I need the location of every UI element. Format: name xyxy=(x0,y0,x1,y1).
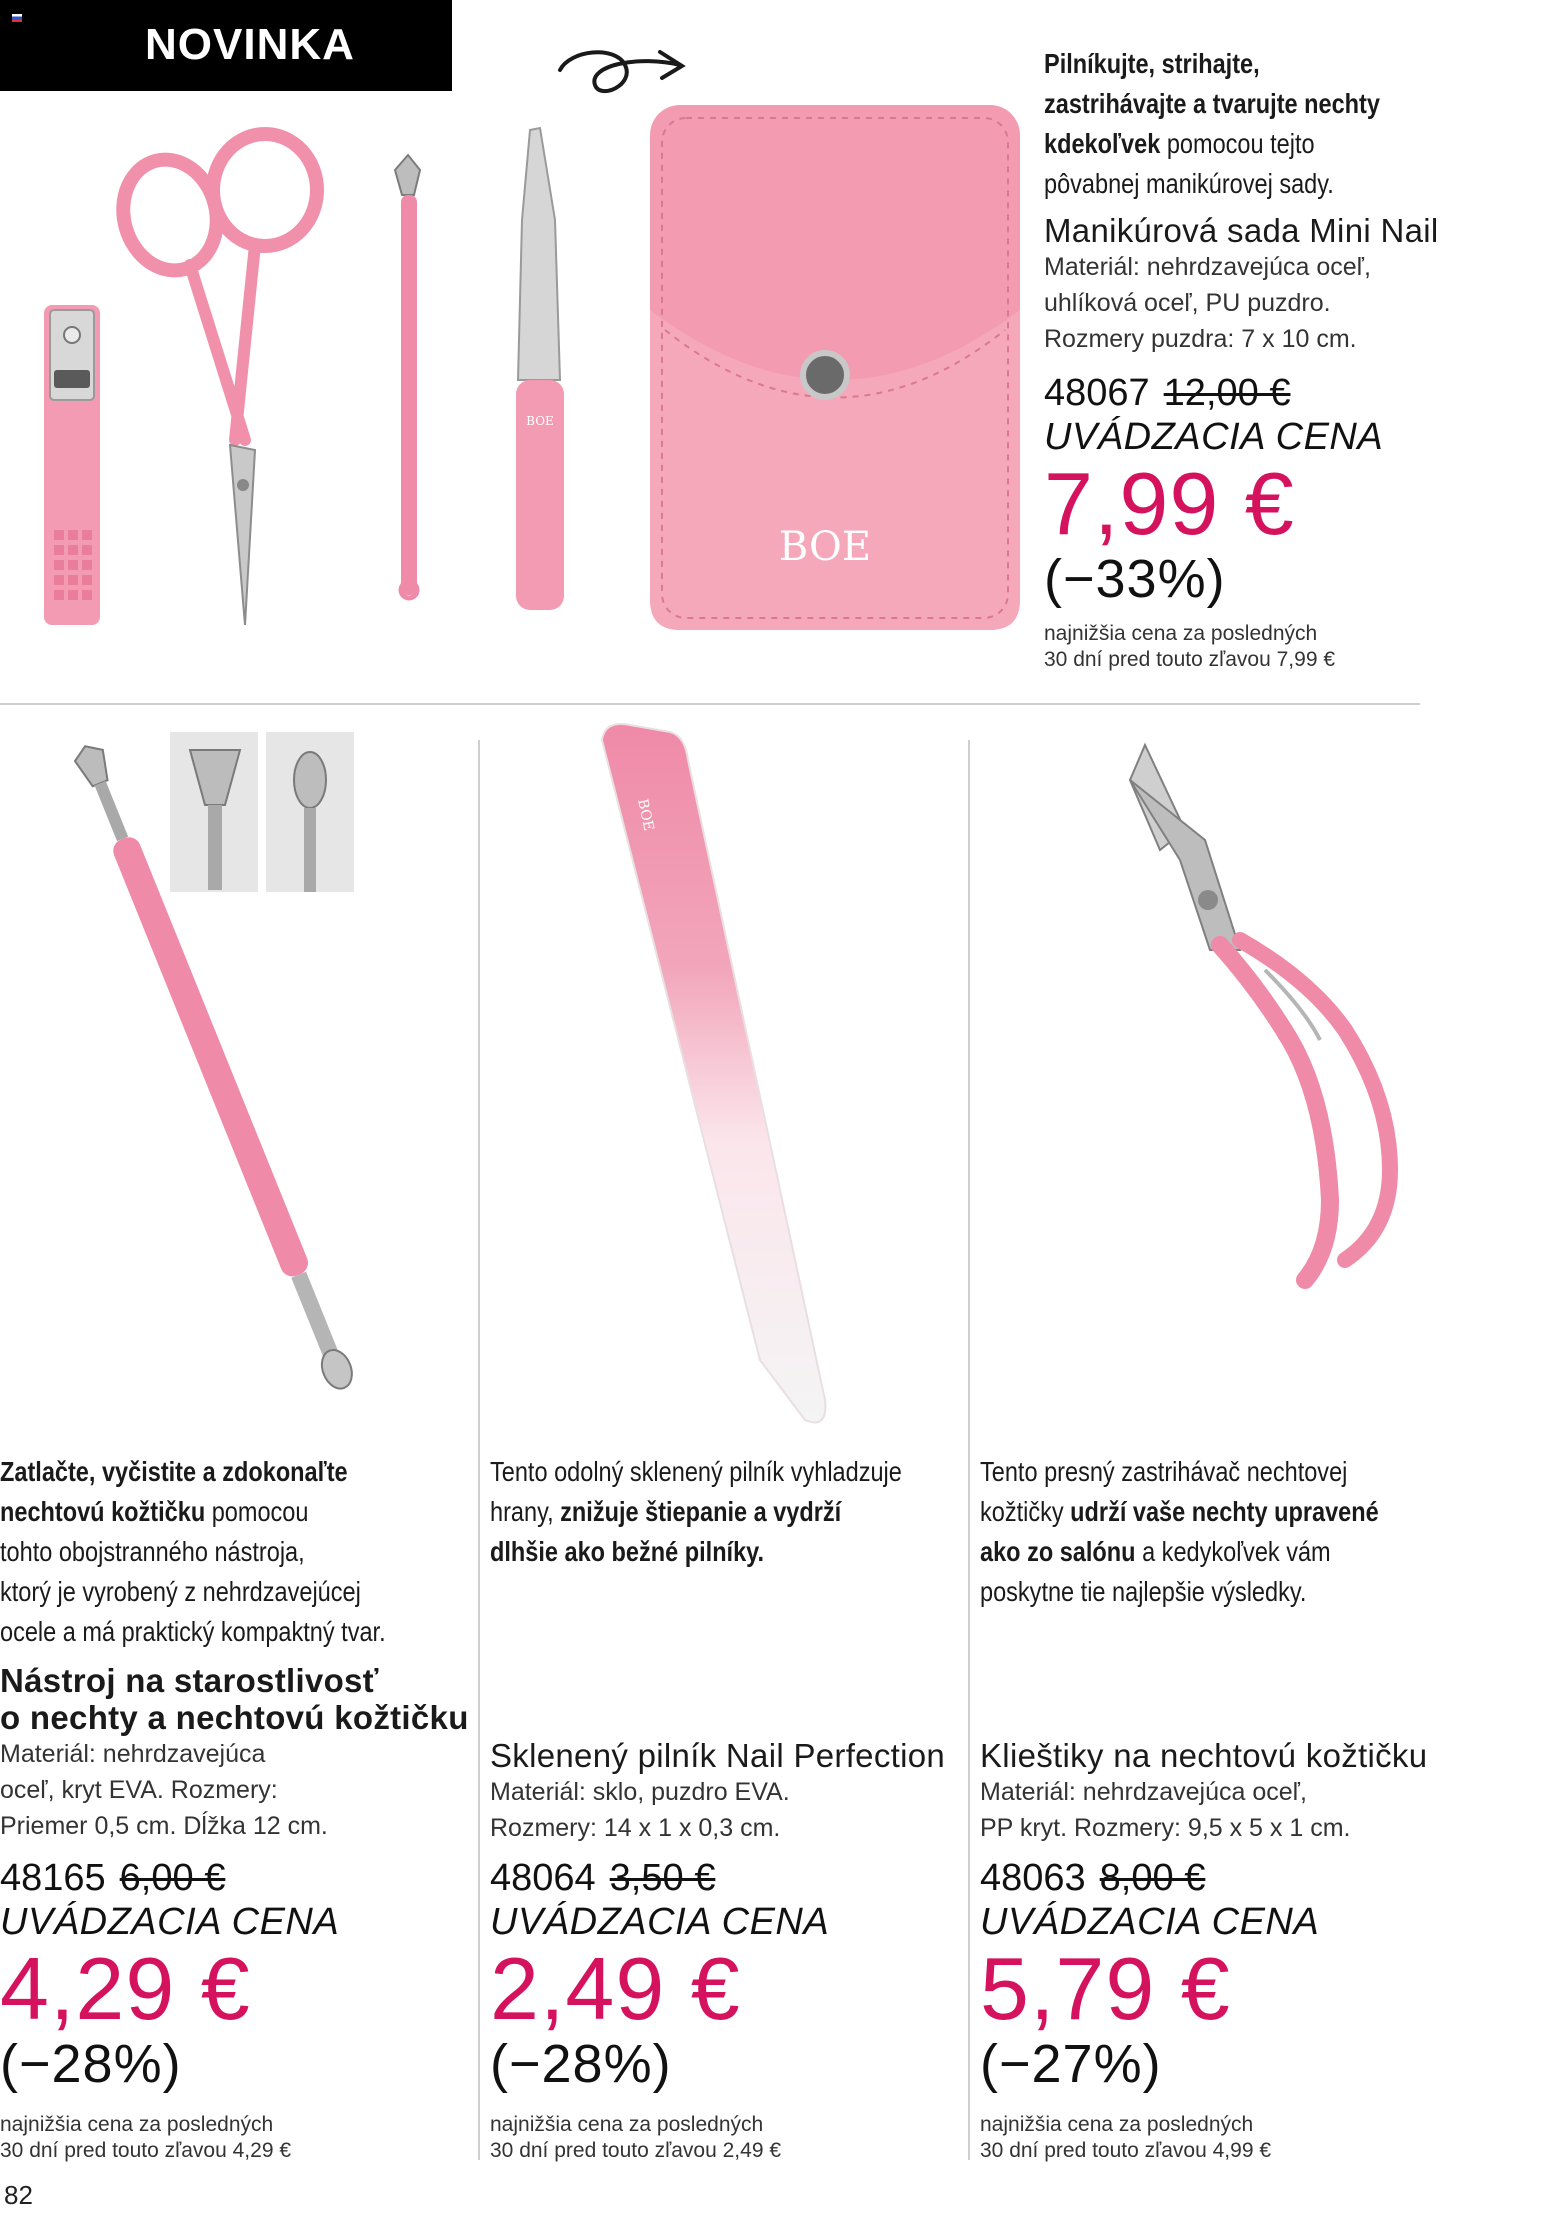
scissors-image xyxy=(111,134,317,625)
product-code-row xyxy=(490,1856,960,1900)
product-spec: Materiál: nehrdzavejúca oceľ, PP kryt. Rozmery: 9,5 x 5 x 1 cm. xyxy=(980,1778,1351,1842)
product-code-row xyxy=(980,1856,1480,1900)
product-name: Sklenený pilník Nail Perfection xyxy=(490,1737,946,1774)
product-lead: Tento presný zastrihávač nechtovej kožtičky udrží vaše nechty upravené ako zo salónu a kedykoľvek vám poskytne tie najlepšie výsledky. xyxy=(980,1456,1379,1607)
product-code: 48067 xyxy=(1044,372,1150,414)
cuticle-pusher-small-image xyxy=(395,155,420,598)
sale-price: 7,99 € xyxy=(1044,454,1295,553)
horizontal-divider xyxy=(0,703,1420,705)
product-cuticle-tool xyxy=(0,1452,470,1844)
top-product-code-row xyxy=(1044,371,1464,415)
pouch-image xyxy=(650,105,1020,630)
old-price: 3,50 € xyxy=(609,1857,716,1899)
intro-price-label: UVÁDZACIA CENA xyxy=(0,1901,340,1943)
sale-price: 5,79 € xyxy=(980,1939,1231,2038)
top-product-text xyxy=(1044,44,1464,673)
cuticle-nipper-image xyxy=(1090,740,1420,1300)
svg-text:BOE: BOE xyxy=(526,414,554,428)
top-product-spec: Materiál: nehrdzavejúca oceľ, uhlíková oceľ, PU puzdro. Rozmery puzdra: 7 x 10 cm. xyxy=(1044,253,1371,353)
discount-badge: (−33%) xyxy=(1044,549,1226,609)
sale-price: 2,49 € xyxy=(490,1939,741,2038)
manicure-set-image xyxy=(40,40,1060,680)
glass-file-image xyxy=(560,720,860,1440)
price-block-2 xyxy=(490,1856,960,2164)
product-name: Klieštiky na nechtovú kožtičku xyxy=(980,1737,1428,1774)
intro-price-label: UVÁDZACIA CENA xyxy=(490,1901,830,1943)
price-block-3 xyxy=(980,1856,1480,2164)
product-name: Nástroj na starostlivosť o nechty a nechtovú kožtičku xyxy=(0,1662,469,1736)
column-divider-2 xyxy=(968,740,970,2160)
product-spec: Materiál: sklo, puzdro EVA. Rozmery: 14 x 1 x 0,3 cm. xyxy=(490,1778,790,1842)
pouch-logo: BOE xyxy=(778,524,872,570)
intro-price-label: UVÁDZACIA CENA xyxy=(1044,416,1384,458)
discount-badge: (−28%) xyxy=(0,2034,182,2094)
product-code-row xyxy=(0,1856,470,1900)
discount-badge: (−27%) xyxy=(980,2034,1162,2094)
old-price: 8,00 € xyxy=(1099,1857,1206,1899)
flag-icon xyxy=(12,14,22,22)
lowest-price-note: najnižšia cena za posledných 30 dní pred touto zľavou 7,99 € xyxy=(1044,622,1336,671)
product-cuticle-nipper xyxy=(980,1452,1480,1842)
product-spec: Materiál: nehrdzavejúca oceľ, kryt EVA. Rozmery: Priemer 0,5 cm. Dĺžka 12 cm. xyxy=(0,1740,328,1840)
product-code: 48165 xyxy=(0,1857,106,1899)
lowest-price-note: najnižšia cena za posledných 30 dní pred touto zľavou 4,99 € xyxy=(980,2113,1272,2162)
cuticle-tool-image xyxy=(40,720,400,1420)
product-lead: Tento odolný sklenený pilník vyhladzuje hrany, znižuje štiepanie a vydrží dlhšie ako bežné pilníky. xyxy=(490,1456,902,1567)
nail-clipper-image xyxy=(44,305,100,625)
top-product-lead: Pilníkujte, strihajte, zastrihávajte a tvarujte nechty kdekoľvek pomocou tejto pôvabnej manikúrovej sady. xyxy=(1044,48,1380,199)
product-code: 48063 xyxy=(980,1857,1086,1899)
top-product-name: Manikúrová sada Mini Nail xyxy=(1044,212,1439,249)
file-logo: BOE xyxy=(634,797,657,833)
sale-price: 4,29 € xyxy=(0,1939,251,2038)
intro-price-label: UVÁDZACIA CENA xyxy=(980,1901,1320,1943)
price-block-1 xyxy=(0,1856,470,2164)
column-divider-1 xyxy=(478,740,480,2160)
product-lead: Zatlačte, vyčistite a zdokonaľte nechtovú kožtičku pomocou tohto obojstranného nástroja, ktorý je vyrobený z nehrdzavejúcej ocele a má praktický kompaktný tvar. xyxy=(0,1456,386,1647)
badge-label: NOVINKA xyxy=(145,20,355,69)
page-number: 82 xyxy=(4,2180,33,2210)
nail-file-small-image xyxy=(516,128,564,610)
curly-arrow-icon xyxy=(560,52,682,91)
lowest-price-note: najnižšia cena za posledných 30 dní pred touto zľavou 2,49 € xyxy=(490,2113,782,2162)
product-code: 48064 xyxy=(490,1857,596,1899)
product-glass-file xyxy=(490,1452,960,1842)
old-price: 6,00 € xyxy=(119,1857,226,1899)
discount-badge: (−28%) xyxy=(490,2034,672,2094)
lowest-price-note: najnižšia cena za posledných 30 dní pred touto zľavou 4,29 € xyxy=(0,2113,292,2162)
old-price: 12,00 € xyxy=(1163,372,1291,414)
